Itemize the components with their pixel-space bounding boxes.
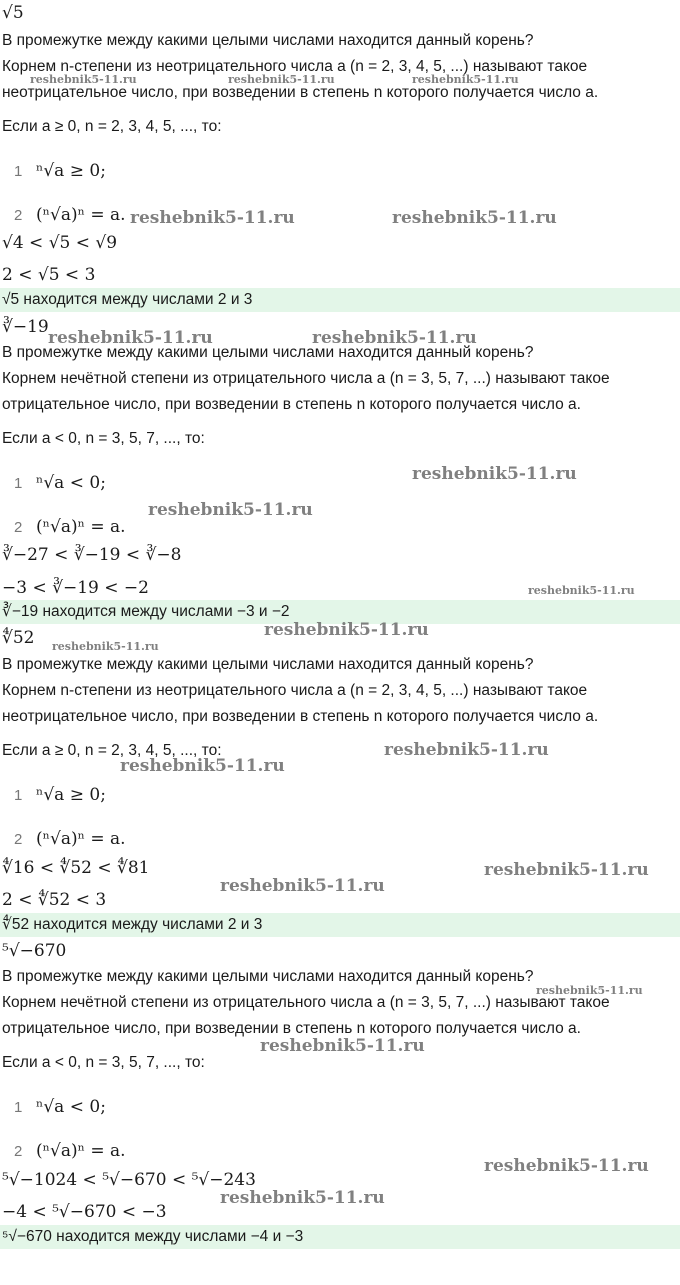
section-3-condition: Если a ≥ 0, n = 2, 3, 4, 5, ..., то: <box>2 742 222 759</box>
watermark: reshebnik5-11.ru <box>484 1156 649 1176</box>
section-3-definition-line-1: Корнем n-степени из неотрицательного числа a (n = 2, 3, 4, 5, ...) называют такое <box>2 682 588 699</box>
section-3-header: ∜52 <box>2 628 35 648</box>
section-4-property-2: 2 (ⁿ√a)ⁿ = a. <box>14 1141 126 1161</box>
item-number: 2 <box>14 1143 23 1160</box>
section-4-header: ⁵√−670 <box>2 941 67 961</box>
section-3-property-2: 2 (ⁿ√a)ⁿ = a. <box>14 829 126 849</box>
section-2-header: ∛−19 <box>2 317 49 337</box>
section-3-question: В промежутке между какими целыми числами находится данный корень? <box>2 656 534 673</box>
watermark: reshebnik5-11.ru <box>52 640 159 653</box>
watermark: reshebnik5-11.ru <box>220 876 385 896</box>
section-1-question: В промежутке между какими целыми числами находится данный корень? <box>2 32 534 49</box>
section-1-property-2: 2 (ⁿ√a)ⁿ = a. <box>14 205 126 225</box>
watermark: reshebnik5-11.ru <box>528 584 635 597</box>
section-3-definition-line-2: неотрицательное число, при возведении в степень n которого получается число a. <box>2 708 599 725</box>
section-4-property-1: 1 ⁿ√a < 0; <box>14 1097 106 1117</box>
watermark: reshebnik5-11.ru <box>120 756 285 776</box>
section-1-inequality-2: 2 < √5 < 3 <box>2 265 96 285</box>
section-1-definition-line-1: Корнем n-степени из неотрицательного числа a (n = 2, 3, 4, 5, ...) называют такое <box>2 58 588 75</box>
section-2-inequality-1: ∛−27 < ∛−19 < ∛−8 <box>2 545 182 565</box>
section-2-property-2: 2 (ⁿ√a)ⁿ = a. <box>14 517 126 537</box>
section-2-condition: Если a < 0, n = 3, 5, 7, ..., то: <box>2 430 205 447</box>
section-2-property-1: 1 ⁿ√a < 0; <box>14 473 106 493</box>
watermark: reshebnik5-11.ru <box>412 73 519 86</box>
section-4-condition: Если a < 0, n = 3, 5, 7, ..., то: <box>2 1054 205 1071</box>
section-2-definition-line-1: Корнем нечётной степени из отрицательного числа a (n = 3, 5, 7, ...) называют такое <box>2 370 610 387</box>
item-number: 1 <box>14 163 23 180</box>
section-1-property-1: 1 ⁿ√a ≥ 0; <box>14 161 106 181</box>
item-number: 2 <box>14 519 23 536</box>
section-3-property-1: 1 ⁿ√a ≥ 0; <box>14 785 106 805</box>
watermark: reshebnik5-11.ru <box>30 73 137 86</box>
section-4-inequality-1: ⁵√−1024 < ⁵√−670 < ⁵√−243 <box>2 1170 256 1190</box>
watermark: reshebnik5-11.ru <box>130 208 295 228</box>
section-4-definition-line-1: Корнем нечётной степени из отрицательного числа a (n = 3, 5, 7, ...) называют такое <box>2 994 610 1011</box>
section-1-inequality-1: √4 < √5 < √9 <box>2 233 118 253</box>
item-number: 2 <box>14 207 23 224</box>
watermark: reshebnik5-11.ru <box>384 740 549 760</box>
watermark: reshebnik5-11.ru <box>392 208 557 228</box>
item-number: 2 <box>14 831 23 848</box>
watermark: reshebnik5-11.ru <box>536 984 643 997</box>
section-1-definition-line-2: неотрицательное число, при возведении в степень n которого получается число a. <box>2 84 599 101</box>
item-number: 1 <box>14 787 23 804</box>
item-number: 1 <box>14 1099 23 1116</box>
section-2-definition-line-2: отрицательное число, при возведении в степень n которого получается число a. <box>2 396 581 413</box>
section-1-header: √5 <box>2 3 24 23</box>
section-4-result: ⁵√−670 находится между числами −4 и −3 <box>2 1228 304 1245</box>
watermark: reshebnik5-11.ru <box>312 328 477 348</box>
watermark: reshebnik5-11.ru <box>48 328 213 348</box>
watermark: reshebnik5-11.ru <box>228 73 335 86</box>
watermark: reshebnik5-11.ru <box>412 464 577 484</box>
section-3-inequality-1: ∜16 < ∜52 < ∜81 <box>2 858 150 878</box>
item-number: 1 <box>14 475 23 492</box>
watermark: reshebnik5-11.ru <box>260 1036 425 1056</box>
section-2-question: В промежутке между какими целыми числами находится данный корень? <box>2 344 534 361</box>
section-3-inequality-2: 2 < ∜52 < 3 <box>2 890 107 910</box>
section-3-result: ∜52 находится между числами 2 и 3 <box>2 916 263 933</box>
watermark: reshebnik5-11.ru <box>220 1188 385 1208</box>
watermark: reshebnik5-11.ru <box>484 860 649 880</box>
section-2-inequality-2: −3 < ∛−19 < −2 <box>2 578 149 598</box>
section-2-result: ∛−19 находится между числами −3 и −2 <box>2 603 290 620</box>
watermark: reshebnik5-11.ru <box>264 620 429 640</box>
section-4-question: В промежутке между какими целыми числами находится данный корень? <box>2 968 534 985</box>
section-4-definition-line-2: отрицательное число, при возведении в степень n которого получается число a. <box>2 1020 581 1037</box>
section-4-inequality-2: −4 < ⁵√−670 < −3 <box>2 1202 167 1222</box>
watermark: reshebnik5-11.ru <box>148 500 313 520</box>
section-1-result: √5 находится между числами 2 и 3 <box>2 291 253 308</box>
section-1-condition: Если a ≥ 0, n = 2, 3, 4, 5, ..., то: <box>2 118 222 135</box>
